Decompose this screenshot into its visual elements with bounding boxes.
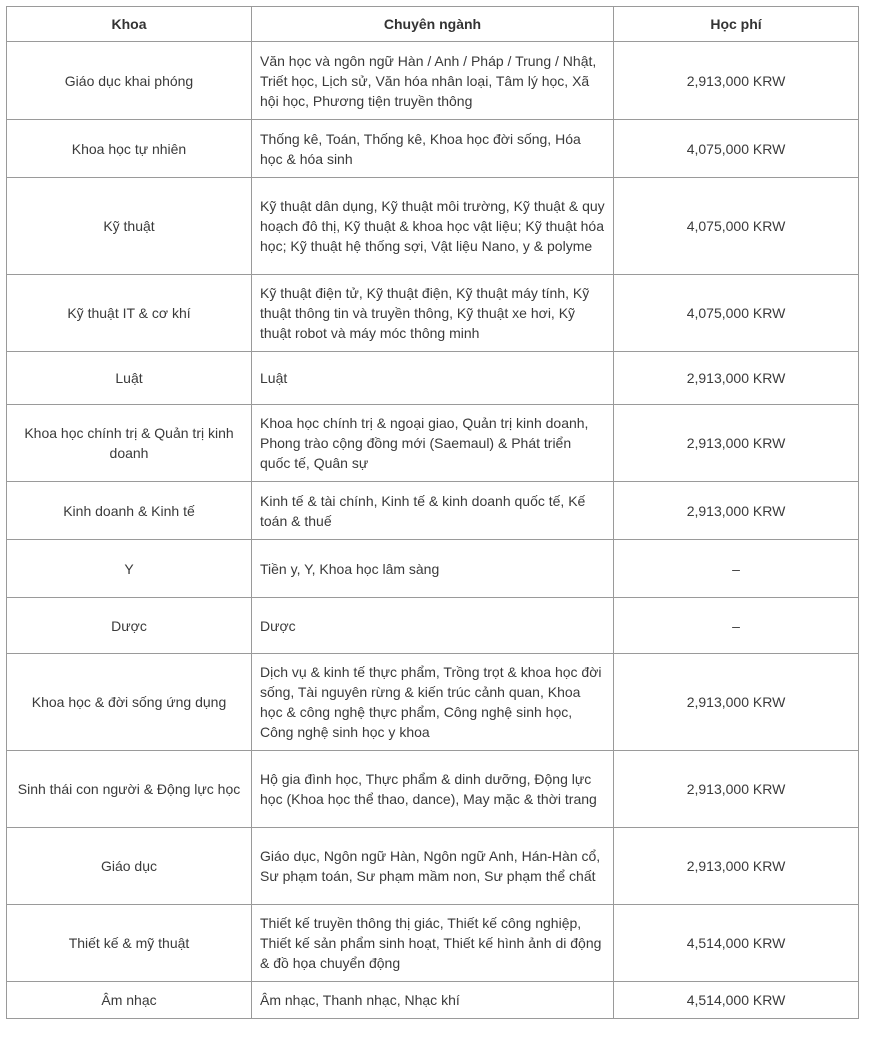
major-cell: Dịch vụ & kinh tế thực phẩm, Trồng trọt & khoa học đời sống, Tài nguyên rừng & kiến trúc cảnh quan, Khoa học & công nghệ thực phẩm, Công nghệ sinh học, Công nghệ sinh học y khoa — [252, 654, 614, 751]
fee-cell: 4,075,000 KRW — [614, 120, 859, 178]
major-cell: Hộ gia đình học, Thực phẩm & dinh dưỡng, Động lực học (Khoa học thể thao, dance), May mặc & thời trang — [252, 751, 614, 828]
table-row — [7, 905, 859, 982]
table-row — [7, 598, 859, 654]
table-row — [7, 42, 859, 120]
major-cell: Thiết kế truyền thông thị giác, Thiết kế công nghiệp, Thiết kế sản phẩm sinh hoạt, Thiết kế hình ảnh di động & đồ họa chuyển động — [252, 905, 614, 982]
table-row — [7, 751, 859, 828]
table-row — [7, 275, 859, 352]
faculty-cell: Khoa học chính trị & Quản trị kinh doanh — [7, 405, 252, 482]
header-fee: Học phí — [614, 7, 859, 42]
fee-cell: 2,913,000 KRW — [614, 405, 859, 482]
faculty-cell: Kỹ thuật — [7, 178, 252, 275]
faculty-cell: Sinh thái con người & Động lực học — [7, 751, 252, 828]
faculty-cell: Dược — [7, 598, 252, 654]
faculty-cell: Kinh doanh & Kinh tế — [7, 482, 252, 540]
table-row — [7, 828, 859, 905]
major-cell: Khoa học chính trị & ngoại giao, Quản trị kinh doanh, Phong trào cộng đồng mới (Saemaul) & Phát triển quốc tế, Quân sự — [252, 405, 614, 482]
major-cell: Luật — [252, 352, 614, 405]
fee-cell: 4,514,000 KRW — [614, 982, 859, 1019]
fee-cell: 2,913,000 KRW — [614, 654, 859, 751]
tuition-table — [6, 6, 859, 1019]
header-faculty: Khoa — [7, 7, 252, 42]
table-row — [7, 352, 859, 405]
major-cell: Văn học và ngôn ngữ Hàn / Anh / Pháp / Trung / Nhật, Triết học, Lịch sử, Văn hóa nhân loại, Tâm lý học, Xã hội học, Phương tiện truyền thông — [252, 42, 614, 120]
fee-cell: 2,913,000 KRW — [614, 352, 859, 405]
faculty-cell: Khoa học & đời sống ứng dụng — [7, 654, 252, 751]
faculty-cell: Âm nhạc — [7, 982, 252, 1019]
major-cell: Âm nhạc, Thanh nhạc, Nhạc khí — [252, 982, 614, 1019]
fee-cell: – — [614, 598, 859, 654]
table-row — [7, 654, 859, 751]
major-cell: Tiền y, Y, Khoa học lâm sàng — [252, 540, 614, 598]
fee-cell: 2,913,000 KRW — [614, 482, 859, 540]
faculty-cell: Kỹ thuật IT & cơ khí — [7, 275, 252, 352]
table-row — [7, 982, 859, 1019]
table-row — [7, 540, 859, 598]
fee-cell: 2,913,000 KRW — [614, 42, 859, 120]
major-cell: Thống kê, Toán, Thống kê, Khoa học đời sống, Hóa học & hóa sinh — [252, 120, 614, 178]
major-cell: Dược — [252, 598, 614, 654]
faculty-cell: Y — [7, 540, 252, 598]
fee-cell: 4,514,000 KRW — [614, 905, 859, 982]
header-major: Chuyên ngành — [252, 7, 614, 42]
fee-cell: 4,075,000 KRW — [614, 178, 859, 275]
major-cell: Kinh tế & tài chính, Kinh tế & kinh doanh quốc tế, Kế toán & thuế — [252, 482, 614, 540]
faculty-cell: Luật — [7, 352, 252, 405]
fee-cell: – — [614, 540, 859, 598]
table-row — [7, 482, 859, 540]
major-cell: Kỹ thuật điện tử, Kỹ thuật điện, Kỹ thuật máy tính, Kỹ thuật thông tin và truyền thông, Kỹ thuật xe hơi, Kỹ thuật robot và máy móc thông minh — [252, 275, 614, 352]
faculty-cell: Thiết kế & mỹ thuật — [7, 905, 252, 982]
major-cell: Kỹ thuật dân dụng, Kỹ thuật môi trường, Kỹ thuật & quy hoạch đô thị, Kỹ thuật & khoa học vật liệu; Kỹ thuật hóa học; Kỹ thuật hệ thống sợi, Vật liệu Nano, y & polyme — [252, 178, 614, 275]
table-row — [7, 120, 859, 178]
faculty-cell: Khoa học tự nhiên — [7, 120, 252, 178]
fee-cell: 2,913,000 KRW — [614, 751, 859, 828]
major-cell: Giáo dục, Ngôn ngữ Hàn, Ngôn ngữ Anh, Hán-Hàn cổ, Sư phạm toán, Sư phạm mầm non, Sư phạm thể chất — [252, 828, 614, 905]
faculty-cell: Giáo dục — [7, 828, 252, 905]
table-row — [7, 405, 859, 482]
fee-cell: 4,075,000 KRW — [614, 275, 859, 352]
faculty-cell: Giáo dục khai phóng — [7, 42, 252, 120]
fee-cell: 2,913,000 KRW — [614, 828, 859, 905]
header-row — [7, 7, 859, 42]
table-row — [7, 178, 859, 275]
